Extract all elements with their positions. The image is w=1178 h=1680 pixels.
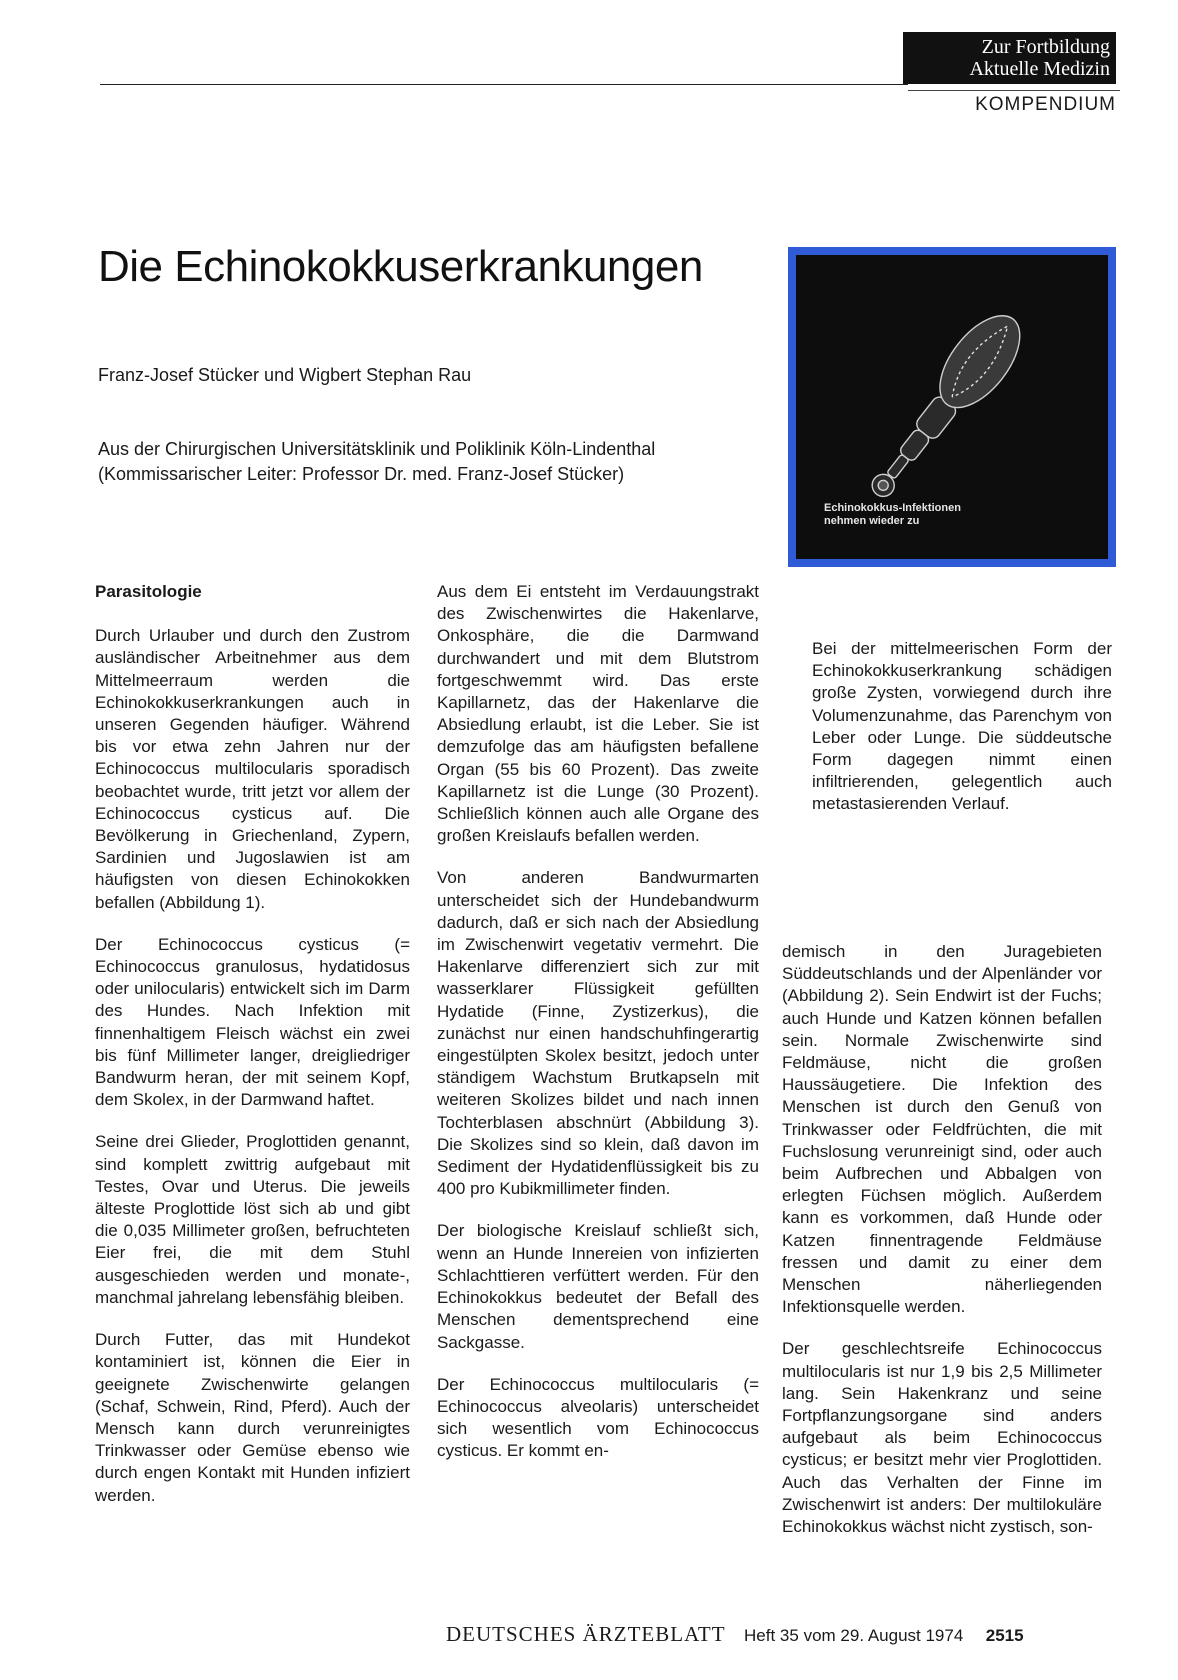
section-badge	[903, 32, 1116, 84]
figure-caption-line-1: Echinokokkus-Infektionen	[824, 502, 961, 514]
affiliation-line-2: (Kommissarischer Leiter: Professor Dr. med. Franz-Josef Stücker)	[98, 464, 625, 484]
journal-name: DEUTSCHES ÄRZTEBLATT	[446, 1622, 726, 1646]
paragraph: Von anderen Bandwurmarten unterscheidet sich der Hundebandwurm dadurch, daß er sich nach der Absiedlung im Zwischenwirt vegetativ vermehrt. Die Hakenlarve differenziert sich zur mit wasserklarer Flüssigkeit gefüllten Hydatide (Finne, Zystizerkus), die zunächst nur einen handschuhfingerartig eingestülpten Skolex besitzt, jedoch unter ständigem Wachstum Brutkapseln mit weiteren Skolizes bildet und nach innen Tochterblasen abschnürt (Abbildung 3). Die Skolizes sind so klein, daß davon im Sediment der Hydatidenflüssigkeit bis zu 400 pro Kubikmillimeter finden.	[437, 868, 759, 1199]
paragraph: Durch Futter, das mit Hundekot kontaminiert ist, können die Eier in geeignete Zwischenwirte gelangen (Schaf, Schwein, Rind, Pferd). Auch der Mensch kann durch verunreinigtes Trinkwasser oder Gemüse ebenso wie durch engen Kontakt mit Hunden infiziert werden.	[95, 1330, 410, 1505]
affiliation-line-1: Aus der Chirurgischen Universitätsklinik und Poliklinik Köln-Lindenthal	[98, 439, 656, 459]
summary-box	[812, 638, 1112, 836]
article-affiliation	[98, 437, 655, 487]
paragraph: Der geschlechtsreife Echinococcus multilocularis ist nur 1,9 bis 2,5 Millimeter lang. Sein Hakenkranz und seine Fortpflanzungsorgane sind anders aufgebaut als beim Echinococcus cysticus; er besitzt mehr vier Proglottiden. Auch das Verhalten der Finne im Zwischenwirt ist anders: Der multilokuläre Echinokokkus wächst nicht zystisch, son-	[782, 1339, 1102, 1537]
header-rule	[100, 84, 908, 85]
article-title: Die Echinokokkuserkrankungen	[98, 242, 703, 291]
tapeworm-figure	[788, 247, 1116, 567]
tapeworm-illustration	[796, 255, 1108, 559]
summary-text: Bei der mittelmeerischen Form der Echinokokkuserkrankung schädigen große Zysten, vorwiegend durch ihre Volumenzunahme, das Parenchym von Leber oder Lunge. Die süddeutsche Form dagegen nimmt einen infiltrierenden, gelegentlich auch metastasierenden Verlauf.	[812, 639, 1112, 814]
column-1	[95, 581, 410, 1527]
paragraph: Seine drei Glieder, Proglottiden genannt, sind komplett zwittrig aufgebaut mit Testes, Ovar und Uterus. Die jeweils älteste Proglottide löst sich ab und gibt die 0,035 Millimeter großen, befruchteten Eier frei, die mit dem Stuhl ausgeschieden werden und monate-, manchmal jahrelang lebensfähig bleiben.	[95, 1132, 410, 1307]
column-2	[437, 581, 759, 1483]
issue-info: Heft 35 vom 29. August 1974	[744, 1626, 964, 1645]
paragraph: Der Echinococcus cysticus (= Echinococcus granulosus, hydatidosus oder unilocularis) entwickelt sich im Darm des Hundes. Nach Infektion mit finnenhaltigem Fleisch wächst ein zwei bis fünf Millimeter langer, dreigliedriger Bandwurm heran, der mit seinem Kopf, dem Skolex, in der Darmwand haftet.	[95, 934, 410, 1110]
page-footer	[446, 1622, 1116, 1647]
article-authors: Franz-Josef Stücker und Wigbert Stephan Rau	[98, 365, 472, 385]
badge-line-1: Zur Fortbildung	[981, 36, 1110, 58]
figure-caption-line-2: nehmen wieder zu	[824, 515, 920, 527]
paragraph: Der Echinococcus multilocularis (= Echinococcus alveolaris) unterscheidet sich wesentlich vom Echinococcus cysticus. Er kommt en-	[437, 1374, 759, 1461]
paragraph: Aus dem Ei entsteht im Verdauungstrakt des Zwischenwirtes die Hakenlarve, Onkosphäre, die die Darmwand durchwandert und mit dem Blutstrom fortgeschwemmt wird. Das erste Kapillarnetz, das der Hakenlarve die Absiedlung erlaubt, ist die Leber. Sie ist demzufolge das am häufigsten befallene Organ (55 bis 60 Prozent). Das zweite Kapillarnetz ist die Lunge (30 Prozent). Schließlich können auch alle Organe des großen Kreislaufs befallen werden.	[437, 582, 759, 846]
paragraph: Der biologische Kreislauf schließt sich, wenn an Hunde Innereien von infizierten Schlachttieren verfüttert werden. Für den Echinokokkus bedeutet der Befall des Menschen dementsprechend eine Sackgasse.	[437, 1221, 759, 1352]
badge-line-2: Aktuelle Medizin	[969, 58, 1110, 80]
paragraph: Durch Urlauber und durch den Zustrom ausländischer Arbeitnehmer aus dem Mittelmeerraum werden die Echinokokkuserkrankungen auch in unseren Gegenden häufiger. Während bis vor etwa zehn Jahren nur der Echinococcus multilocularis sporadisch beobachtet wurde, tritt jetzt vor allem der Echinococcus cysticus auf. Die Bevölkerung in Griechenland, Zypern, Sardinien und Jugoslawien ist am häufigsten von diesen Echinokokken befallen (Abbildung 1).	[95, 626, 410, 912]
column-3	[782, 941, 1102, 1558]
paragraph: demisch in den Juragebieten Süddeutschlands und der Alpenländer vor (Abbildung 2). Sein Endwirt ist der Fuchs; auch Hunde und Katzen können befallen sein. Normale Zwischenwirte sind Feldmäuse, nicht die großen Haussäugetiere. Die Infektion des Menschen ist durch den Genuß von Trinkwasser oder Feldfrüchten, die mit Fuchslosung verunreinigt sind, oder auch beim Aufbrechen und Abbalgen von erlegten Füchsen möglich. Außerdem kann es vorkommen, daß Hunde oder Katzen finnentragende Feldmäuse fressen und damit zu einer dem Menschen näherliegenden Infektionsquelle werden.	[782, 942, 1102, 1317]
header-subrule	[908, 90, 1120, 91]
section-label: KOMPENDIUM	[975, 94, 1116, 115]
section-heading: Parasitologie	[95, 582, 202, 601]
page-number: 2515	[985, 1626, 1024, 1645]
